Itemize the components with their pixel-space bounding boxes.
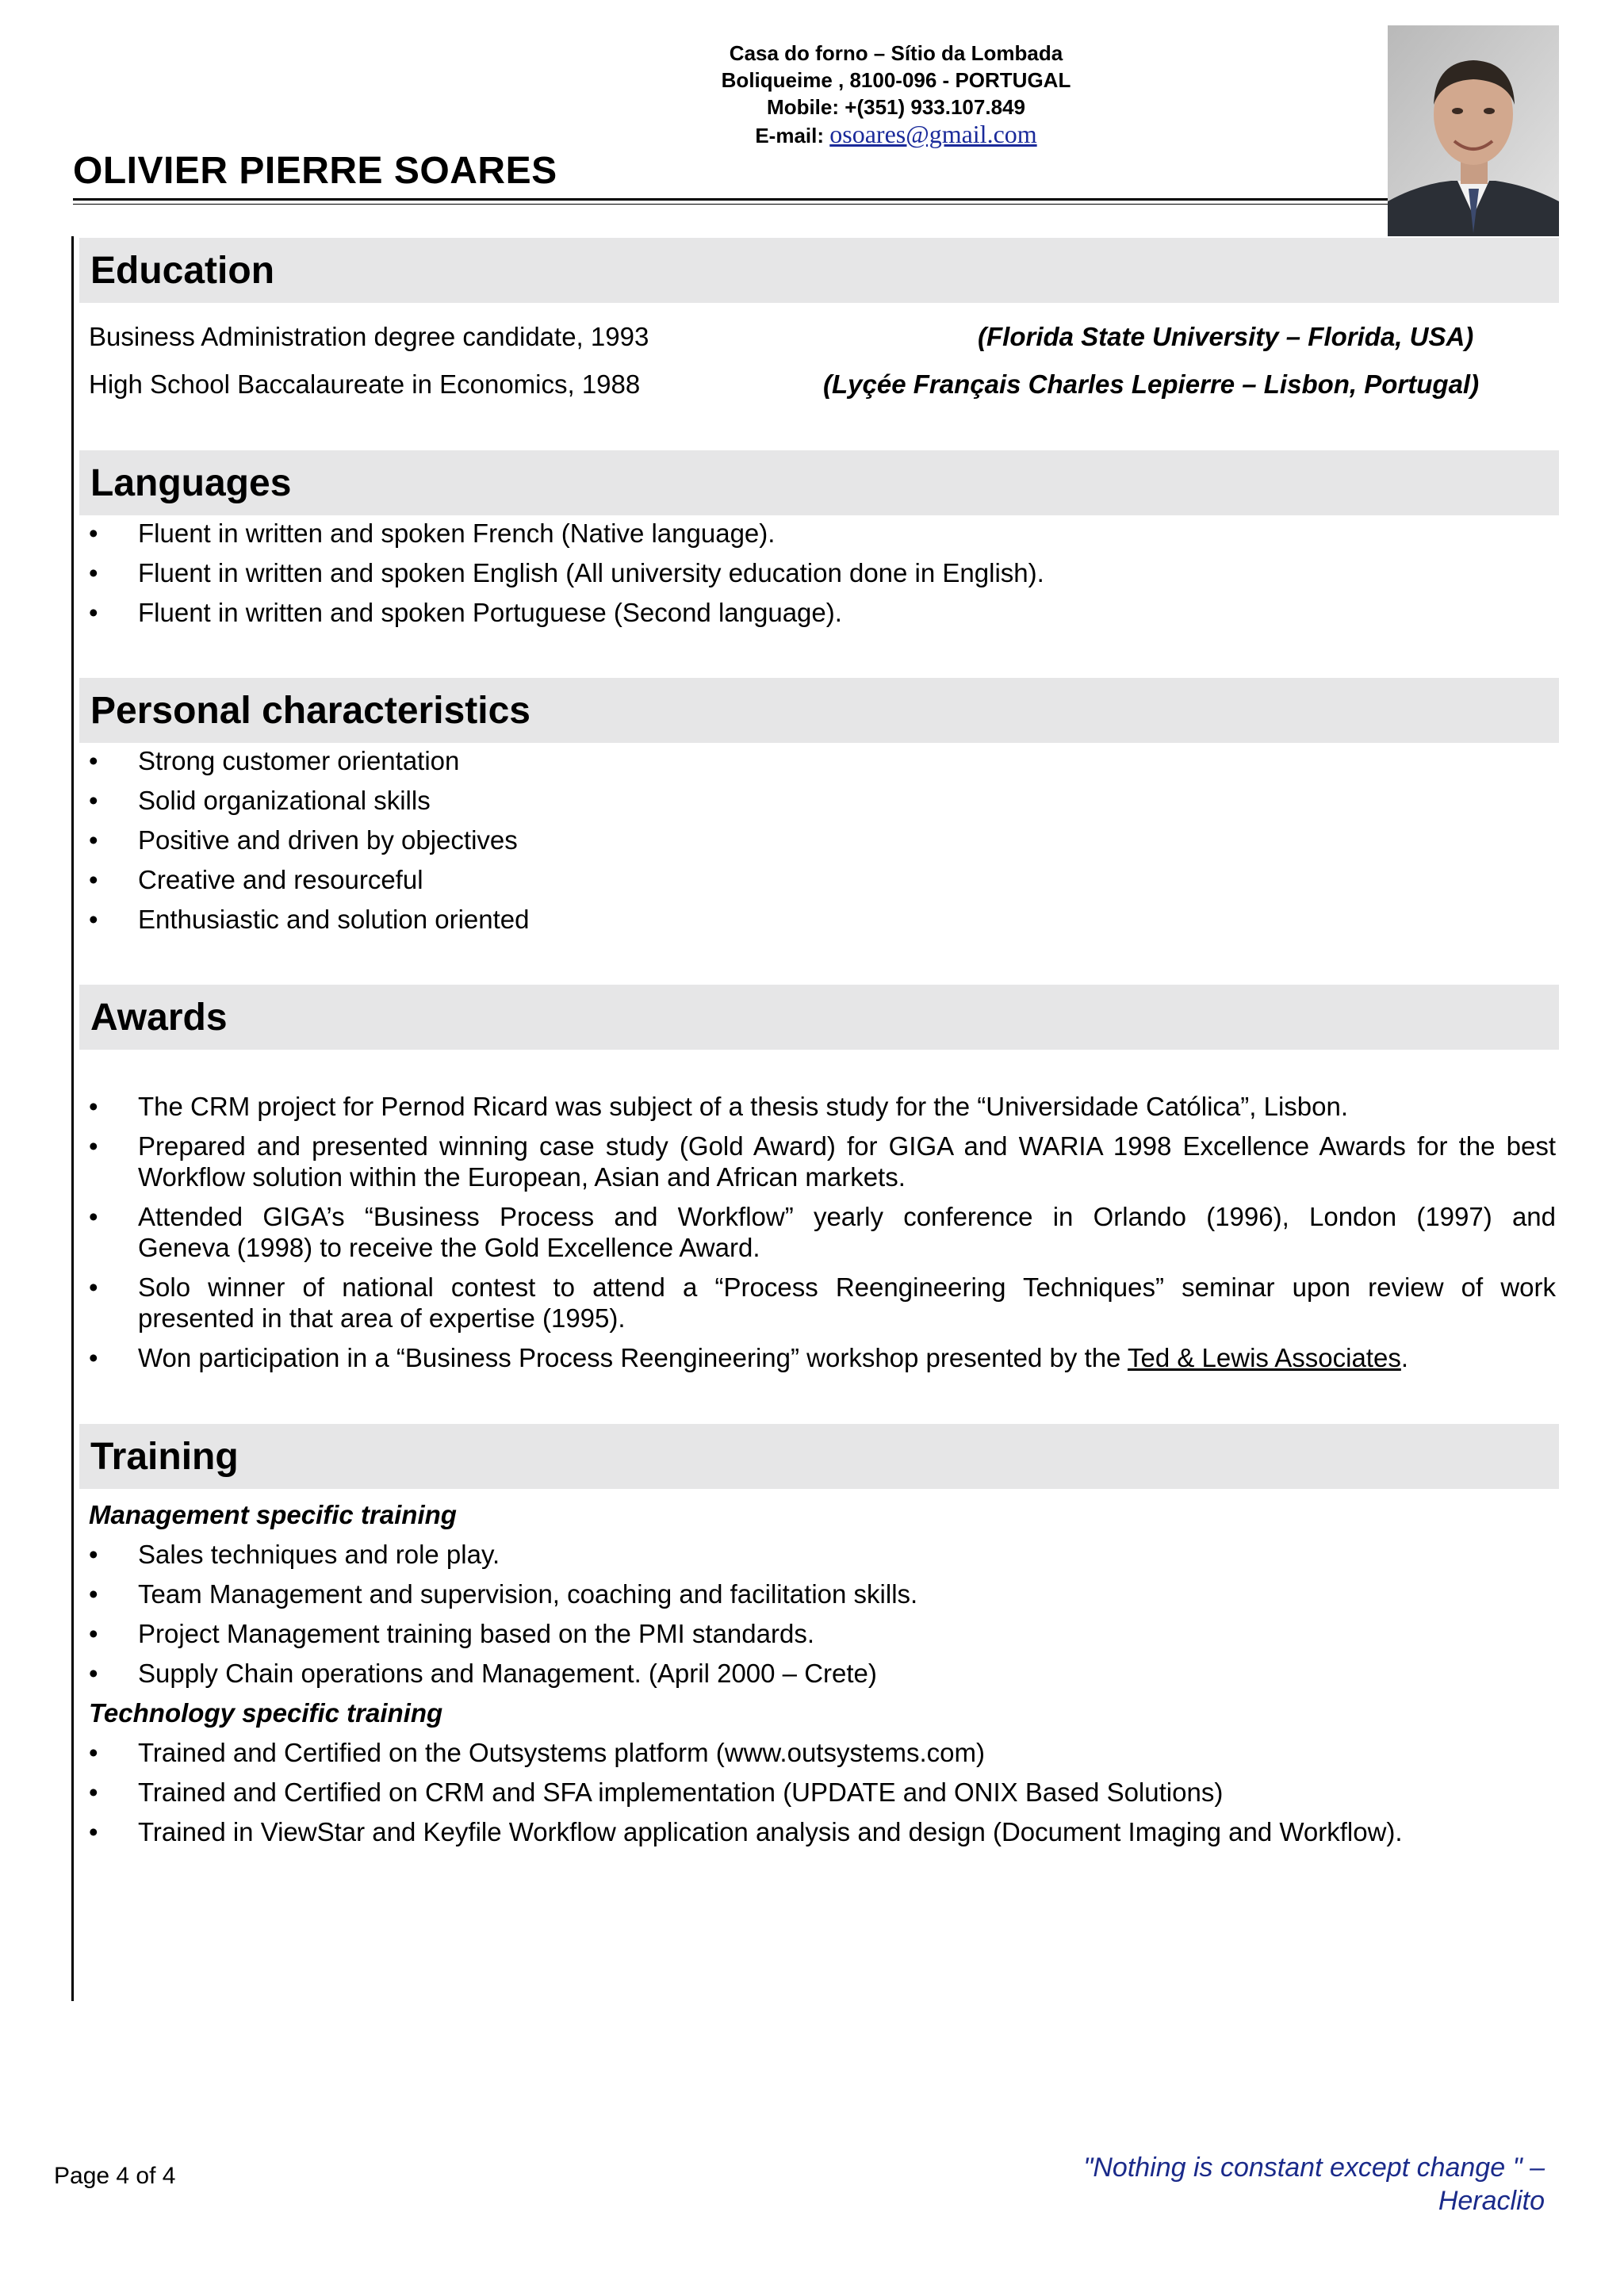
left-margin-rule (71, 236, 74, 2001)
list-item (86, 821, 1553, 860)
bullet-icon: • (89, 1777, 98, 1807)
quote-line-2: Heraclito (1438, 2186, 1545, 2216)
list-item-text: Fluent in written and spoken English (All university education done in English). (138, 558, 1044, 587)
list-item (86, 1131, 1556, 1192)
list-item (86, 741, 1553, 781)
list-item (86, 1773, 1553, 1812)
email-line (619, 121, 1174, 149)
list-item-text: Supply Chain operations and Management. (April 2000 – Crete) (138, 1659, 877, 1688)
list-item-text-continued: Workflow solution within the European, Asian and African markets. (138, 1162, 906, 1192)
list-item-text: Solid organizational skills (138, 786, 431, 815)
bullet-icon: • (89, 1540, 98, 1569)
list-item-text: Fluent in written and spoken French (Native language). (138, 519, 776, 548)
education-degree-2: High School Baccalaureate in Economics, 1988 (89, 369, 641, 399)
quote-line-1: "Nothing is constant except change " – (1083, 2152, 1545, 2183)
section-header-training (79, 1424, 1559, 1489)
portrait-photo (1388, 25, 1559, 236)
list-item-text: Solo winner of national contest to attend a “Process Reengineering Techniques” seminar upon review of work (138, 1272, 1556, 1302)
list-item-text: Team Management and supervision, coaching and facilitation skills. (138, 1579, 918, 1609)
list-item-text: Project Management training based on the PMI standards. (138, 1619, 814, 1648)
list-item-text: Trained and Certified on CRM and SFA implementation (UPDATE and ONIX Based Solutions) (138, 1777, 1224, 1807)
bullet-icon: • (89, 746, 98, 775)
bullet-icon: • (89, 1343, 98, 1372)
ted-lewis-link[interactable]: Ted & Lewis Associates (1127, 1343, 1401, 1372)
bullet-icon: • (89, 1579, 98, 1609)
list-item-text: Positive and driven by objectives (138, 825, 518, 855)
bullet-icon: • (89, 598, 98, 627)
list-item (86, 1812, 1553, 1852)
email-link[interactable]: osoares@gmail.com (829, 120, 1037, 148)
bullet-icon: • (89, 865, 98, 894)
section-title-languages: Languages (90, 462, 292, 504)
bullet-icon: • (89, 1817, 98, 1846)
section-title-personal: Personal characteristics (90, 690, 530, 732)
personal-list (86, 741, 1553, 939)
section-header-education (79, 238, 1559, 303)
list-item-text-end: . (1400, 1343, 1408, 1372)
bullet-icon: • (89, 558, 98, 587)
list-item-text: Creative and resourceful (138, 865, 423, 894)
bullet-icon: • (89, 1659, 98, 1688)
candidate-name: OLIVIER PIERRE SOARES (73, 150, 557, 192)
email-label: E-mail: (755, 124, 825, 147)
list-item-text: Strong customer orientation (138, 746, 460, 775)
bullet-icon: • (89, 825, 98, 855)
list-item (86, 593, 1553, 633)
bullet-icon: • (89, 519, 98, 548)
list-item (86, 1091, 1553, 1122)
list-item-text: Prepared and presented winning case study (Gold Award) for GIGA and WARIA 1998 Excellence Awards for the best (138, 1131, 1556, 1161)
list-item (86, 781, 1553, 821)
list-item (86, 1654, 1553, 1693)
management-training-heading: Management specific training (89, 1500, 457, 1529)
education-school-2: (Lyçée Français Charles Lepierre – Lisbon, Portugal) (823, 369, 1480, 399)
list-item-text: Trained and Certified on the Outsystems platform (www.outsystems.com) (138, 1738, 985, 1767)
footer-quote (1031, 2151, 1545, 2218)
section-header-personal (79, 678, 1559, 743)
list-item-text-continued: presented in that area of expertise (1995). (138, 1303, 626, 1333)
education-degree-1: Business Administration degree candidate, 1993 (89, 322, 649, 351)
header-rule-thin (73, 204, 1389, 205)
list-item-text: Sales techniques and role play. (138, 1540, 500, 1569)
list-item (86, 1342, 1553, 1373)
list-item (86, 1575, 1553, 1614)
bullet-icon: • (89, 1738, 98, 1767)
bullet-icon: • (89, 1092, 98, 1121)
bullet-icon: • (89, 1131, 98, 1161)
section-title-training: Training (90, 1436, 239, 1478)
list-item-text: Trained in ViewStar and Keyfile Workflow application analysis and design (Document Imaging and Workflow). (138, 1817, 1403, 1846)
section-title-awards: Awards (90, 997, 228, 1039)
section-header-awards (79, 985, 1559, 1050)
technology-training-list (86, 1733, 1553, 1852)
section-title-education: Education (90, 250, 275, 292)
list-item (86, 860, 1553, 900)
list-item-text: Fluent in written and spoken Portuguese (Second language). (138, 598, 842, 627)
bullet-icon: • (89, 1619, 98, 1648)
list-item (86, 900, 1553, 939)
list-item (86, 553, 1553, 593)
mobile-value: +(351) 933.107.849 (845, 95, 1025, 119)
list-item (86, 1535, 1553, 1575)
list-item-text: Won participation in a “Business Process Reengineering” workshop presented by the (138, 1343, 1128, 1372)
bullet-icon: • (89, 786, 98, 815)
list-item-text: Enthusiastic and solution oriented (138, 905, 530, 934)
section-header-languages (79, 450, 1559, 515)
list-item-text: The CRM project for Pernod Ricard was subject of a thesis study for the “Universidade Católica”, Lisbon. (138, 1092, 1349, 1121)
page-number: Page 4 of 4 (54, 2163, 176, 2189)
bullet-icon: • (89, 905, 98, 934)
languages-list (86, 514, 1553, 633)
education-school-1: (Florida State University – Florida, USA) (978, 322, 1474, 351)
list-item (86, 1272, 1556, 1334)
contact-block (619, 40, 1174, 149)
list-item (86, 1201, 1556, 1263)
management-training-list (86, 1535, 1553, 1693)
bullet-icon: • (89, 1202, 98, 1231)
bullet-icon: • (89, 1272, 98, 1302)
list-item (86, 514, 1553, 553)
list-item-text-continued: Geneva (1998) to receive the Gold Excellence Award. (138, 1233, 760, 1262)
header-rule-thick (73, 198, 1389, 201)
list-item-text: Attended GIGA’s “Business Process and Workflow” yearly conference in Orlando (1996), London (1997) and (138, 1202, 1556, 1231)
technology-training-heading: Technology specific training (89, 1698, 443, 1728)
awards-list (86, 1091, 1556, 1382)
address-line-1: Casa do forno – Sítio da Lombada (729, 41, 1063, 65)
list-item (86, 1614, 1553, 1654)
mobile-label: Mobile: (767, 95, 840, 119)
mobile-line (619, 94, 1174, 121)
list-item (86, 1733, 1553, 1773)
address-line-2: Boliqueime , 8100-096 - PORTUGAL (721, 68, 1071, 92)
